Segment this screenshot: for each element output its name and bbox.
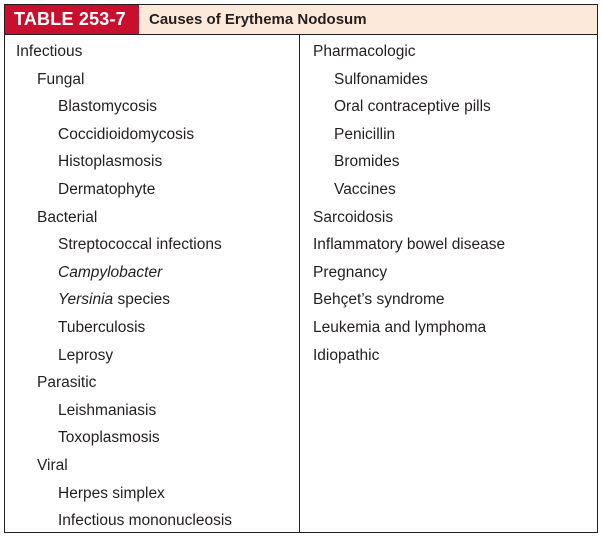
entry-text: Leukemia and lymphoma <box>313 318 487 336</box>
entry-text: Infectious <box>16 43 83 60</box>
entry-text: Toxoplasmosis <box>58 429 160 447</box>
entry-text: Tuberculosis <box>58 318 146 336</box>
table-entry <box>313 148 593 176</box>
table-entry <box>313 342 593 370</box>
table-entry <box>16 38 296 66</box>
entry-text: Streptococcal infections <box>58 236 222 254</box>
table-entry <box>313 231 593 259</box>
table-number-label: TABLE 253-7 <box>5 5 139 34</box>
entry-text: Vaccines <box>334 180 396 198</box>
entry-text: Dermatophyte <box>58 180 156 198</box>
table-entry <box>16 397 296 425</box>
right-column <box>313 38 593 369</box>
entry-text: Herpes simplex <box>58 484 165 502</box>
table-entry <box>313 176 593 204</box>
table-header <box>5 5 597 35</box>
table-entry <box>16 93 296 121</box>
table-entry <box>313 66 593 94</box>
table-entry <box>16 507 296 535</box>
entry-text: Pregnancy <box>313 263 388 281</box>
table-entry <box>313 286 593 314</box>
entry-text: Bacterial <box>37 208 98 226</box>
entry-text: Histoplasmosis <box>58 153 163 171</box>
entry-text: Campylobacter <box>58 263 163 281</box>
table-entry <box>313 38 593 66</box>
table-entry <box>16 452 296 480</box>
left-column <box>16 38 296 535</box>
entry-text: Penicillin <box>334 125 396 143</box>
table-entry <box>313 121 593 149</box>
entry-text: Oral contraceptive pills <box>334 98 491 116</box>
table-entry <box>16 342 296 370</box>
table-entry <box>16 314 296 342</box>
erythema-nodosum-table <box>4 4 598 533</box>
entry-text: Pharmacologic <box>313 43 416 60</box>
entry-text: Parasitic <box>37 374 97 392</box>
entry-text: Leprosy <box>58 346 114 364</box>
table-entry <box>16 259 296 287</box>
entry-text: Viral <box>37 456 68 474</box>
table-entry <box>16 231 296 259</box>
table-entry <box>16 66 296 94</box>
table-entry <box>16 286 296 314</box>
entry-text: Yersinia <box>58 291 114 309</box>
entry-text: Idiopathic <box>313 346 380 364</box>
table-entry <box>16 176 296 204</box>
entry-text: Inflammatory bowel disease <box>313 236 506 254</box>
table-entry <box>16 148 296 176</box>
table-entry <box>16 424 296 452</box>
table-entry <box>16 204 296 232</box>
entry-text: Sulfonamides <box>334 70 428 88</box>
entry-text: Blastomycosis <box>58 98 158 116</box>
entry-suffix: species <box>113 291 171 309</box>
table-entry <box>313 204 593 232</box>
table-entry <box>313 314 593 342</box>
entry-text: Coccidioidomycosis <box>58 125 195 143</box>
table-title: Causes of Erythema Nodosum <box>149 11 367 28</box>
column-divider <box>299 35 300 532</box>
table-entry <box>16 369 296 397</box>
entry-text: Leishmaniasis <box>58 401 157 419</box>
table-entry <box>16 121 296 149</box>
entry-text: Sarcoidosis <box>313 208 394 226</box>
entry-text: Infectious mononucleosis <box>58 512 233 530</box>
entry-text: Behçet’s syndrome <box>313 291 445 309</box>
table-entry <box>313 259 593 287</box>
entry-text: Fungal <box>37 70 85 88</box>
entry-text: Bromides <box>334 153 400 171</box>
table-entry <box>16 480 296 508</box>
table-entry <box>313 93 593 121</box>
